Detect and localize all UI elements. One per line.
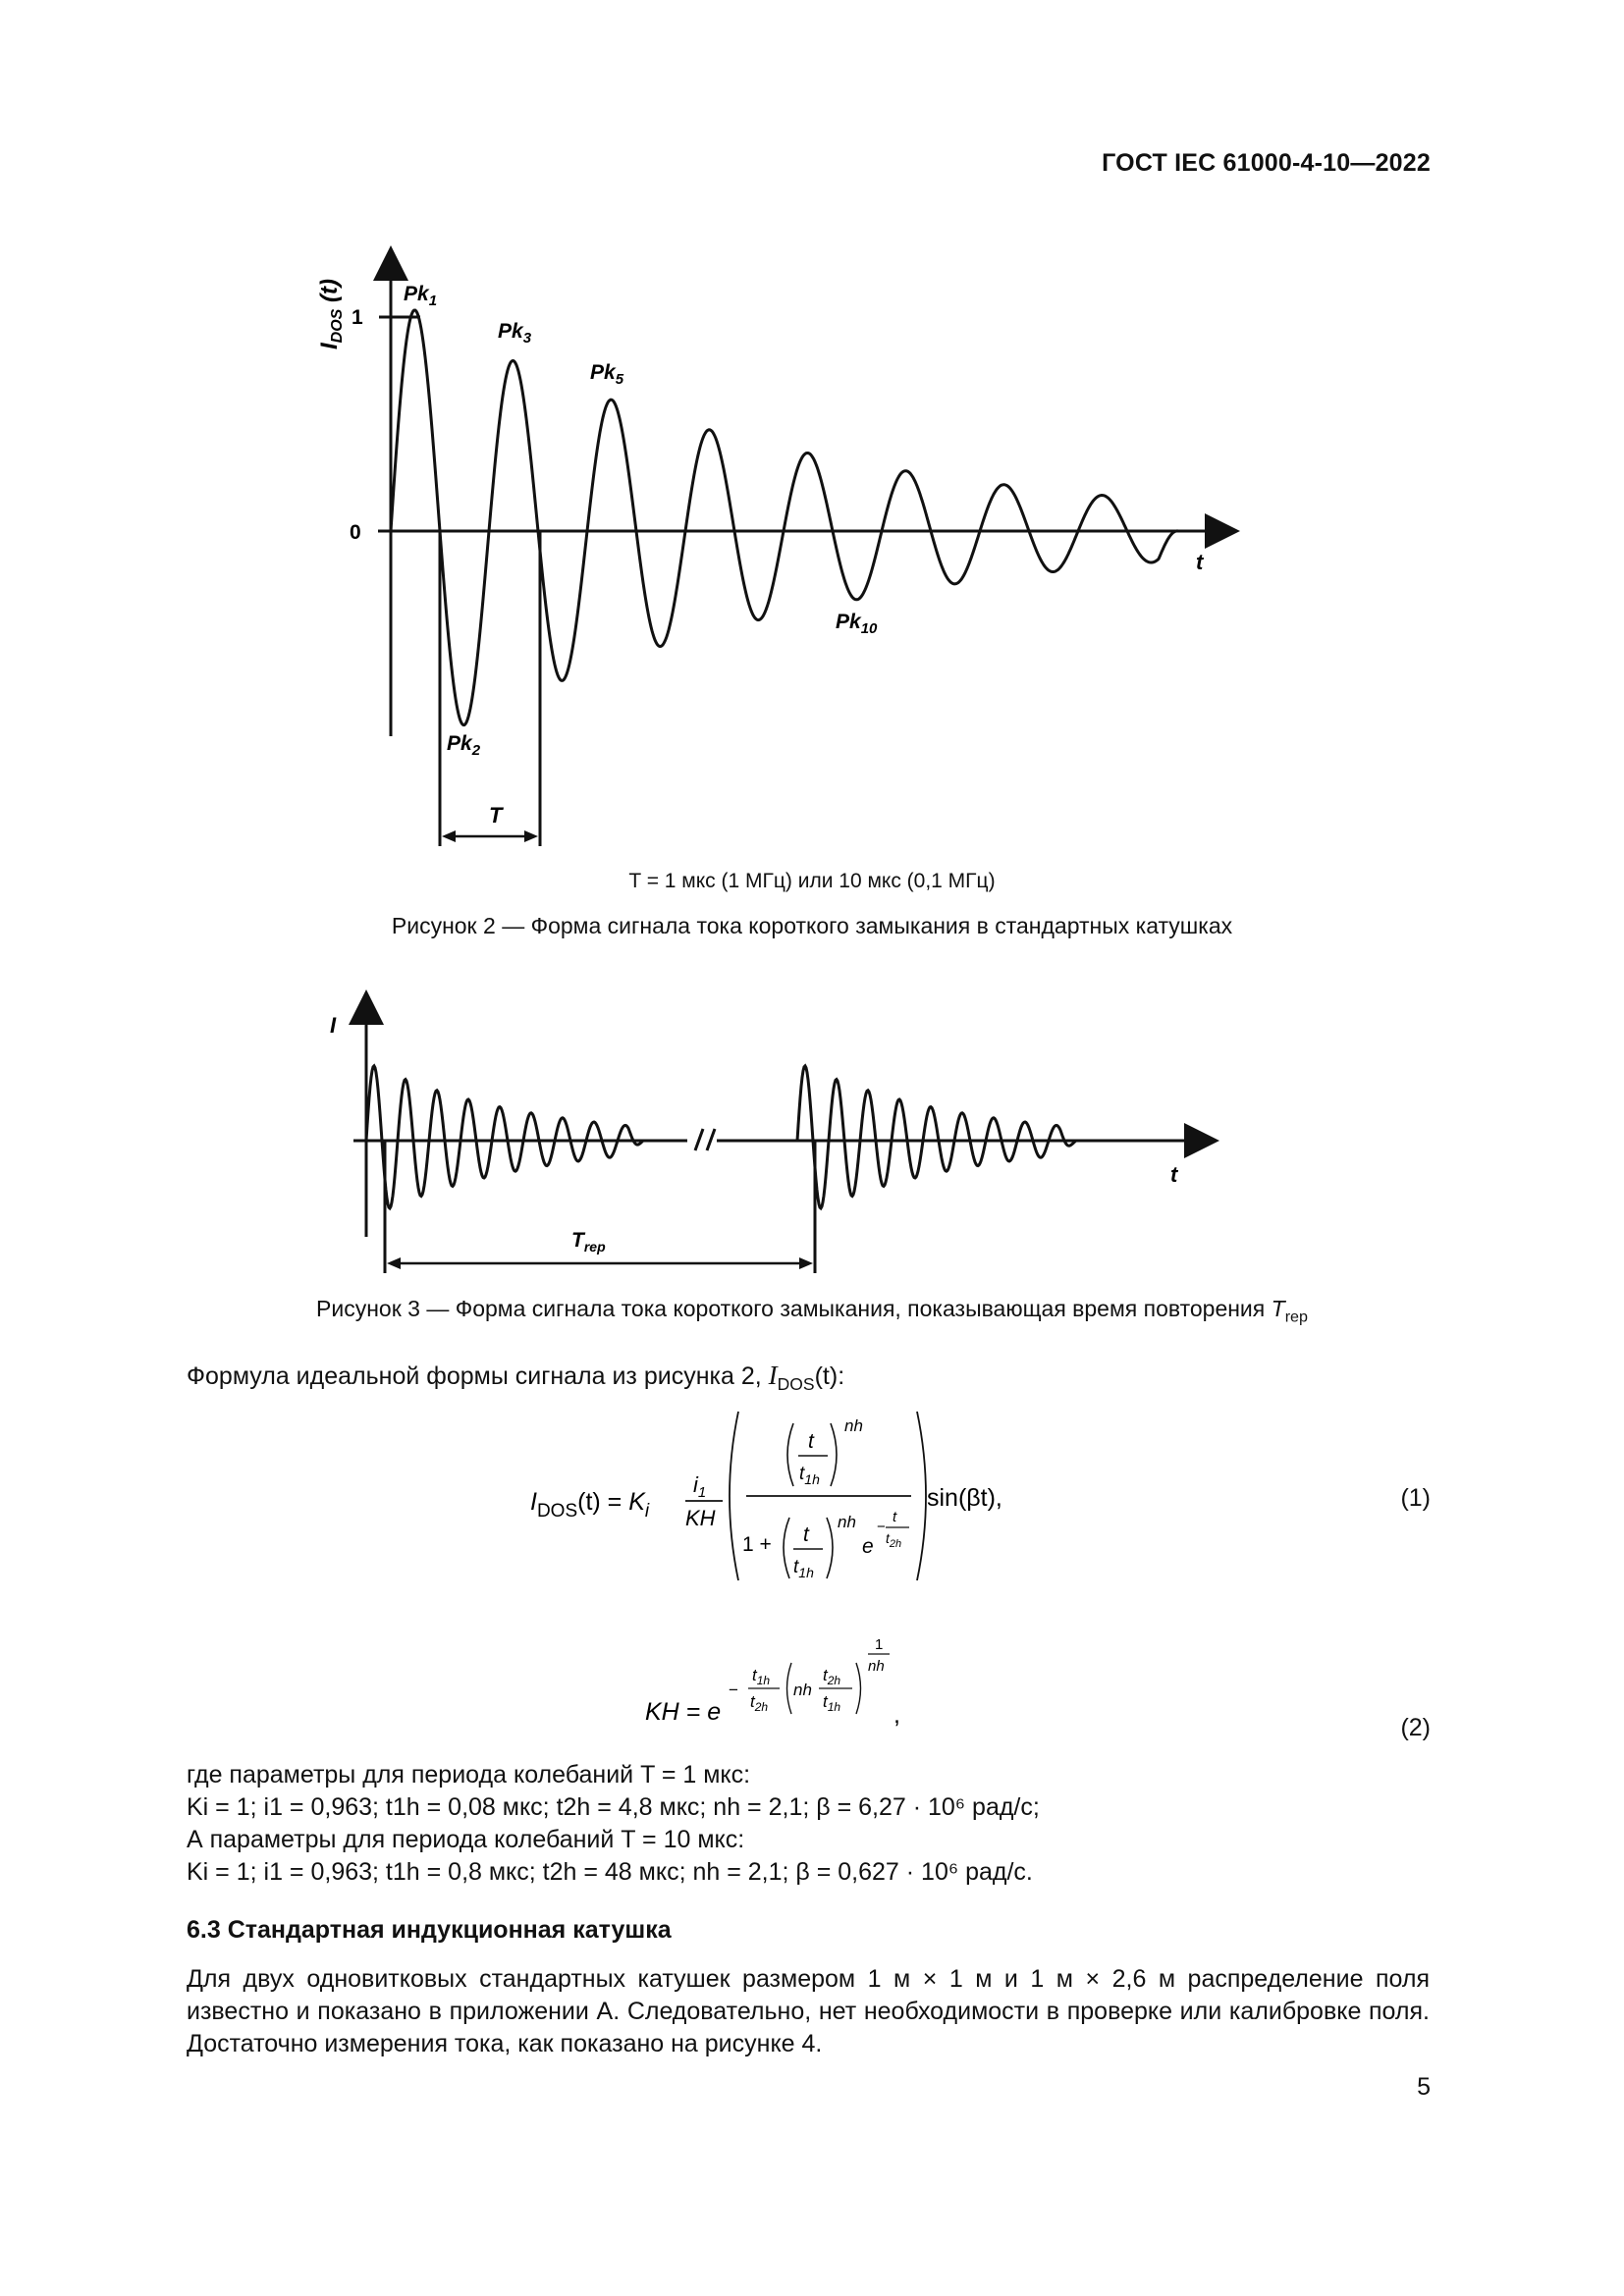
eq2-left-paren — [787, 1663, 792, 1714]
figure-3-caption-sub: rep — [1284, 1308, 1308, 1326]
params-line-4: Ki = 1; i1 = 0,963; t1h = 0,8 мкс; t2h = 48 мкс; nh = 2,1; β = 0,627 · 10⁶ рад/с. — [187, 1858, 1033, 1886]
params-line-2: Ki = 1; i1 = 0,963; t1h = 0,08 мкс; t2h = 4,8 мкс; nh = 2,1; β = 6,27 · 10⁶ рад/с; — [187, 1793, 1040, 1821]
figure-3-caption-symbol: T — [1271, 1296, 1285, 1321]
equation-1-graphic — [0, 1394, 1624, 1590]
equation-2 — [0, 1620, 1624, 1737]
params-line-1: где параметры для периода колебаний T = 1 мкс: — [187, 1761, 751, 1789]
eq1-den-exp: nh — [838, 1513, 856, 1531]
body-paragraph: Для двух одновитковых стандартных катушек размером 1 м × 1 м и 1 м × 2,6 м распределение поля известно и показано в приложении А. Следовательно, нет необходимости в проверке или калибровке поля. Достаточно измерения тока, как показано на рисунке 4. — [187, 1965, 1430, 2057]
eq1-big-right-paren — [917, 1412, 926, 1580]
section-number: 6.3 — [187, 1916, 221, 1944]
figure-2 — [0, 0, 1624, 864]
eq1-den-e-t2h: $t_{2h}$ — [886, 1530, 902, 1550]
trep-arrow-right-head — [799, 1257, 813, 1269]
period-label: T — [489, 803, 503, 828]
trep-arrow-left-head — [387, 1257, 401, 1269]
peak-label-2: $Pk_2$ — [447, 732, 481, 759]
eq1-den-right-paren — [827, 1518, 833, 1578]
equation-2-graphic — [0, 1620, 1624, 1737]
section-title: Стандартная индукционная катушка — [227, 1916, 672, 1944]
eq2-t1h-b: $t_{1h}$ — [823, 1692, 841, 1714]
y-axis-label: I — [330, 1013, 337, 1038]
eq2-comma: , — [893, 1701, 900, 1729]
figure-3 — [0, 982, 1624, 1286]
eq2-lhs: KH = e — [645, 1698, 722, 1726]
eq2-exp-one: 1 — [875, 1636, 884, 1653]
eq1-num-left-paren — [787, 1423, 793, 1486]
axis-break-mark-1 — [695, 1129, 703, 1150]
peak-label-1: $Pk_1$ — [404, 283, 438, 309]
equation-2-number: (2) — [1400, 1714, 1431, 1741]
eq1-den-t1h: $t_{1h}$ — [793, 1557, 814, 1580]
formula-intro-arg: (t): — [814, 1362, 845, 1390]
equation-1-number: (1) — [1400, 1484, 1431, 1512]
figure-3-plot — [0, 982, 1624, 1286]
eq1-den-e-t: t — [893, 1509, 897, 1525]
section-heading — [187, 1916, 672, 1945]
eq2-t2h: $t_{2h}$ — [750, 1692, 769, 1714]
eq2-t2h-b: $t_{2h}$ — [823, 1666, 841, 1687]
eq2-minus: − — [729, 1681, 738, 1699]
eq1-den-t: t — [803, 1523, 809, 1546]
period-arrow-right-head — [524, 830, 538, 842]
figure-3-caption — [0, 1296, 1624, 1327]
eq1-frac-den: KH — [685, 1506, 716, 1530]
eq2-exp-nh: nh — [868, 1658, 885, 1675]
eq1-num-right-paren — [831, 1423, 837, 1486]
eq1-num-exp: nh — [844, 1416, 863, 1435]
eq2-right-paren — [856, 1663, 861, 1714]
eq1-den-one: 1 + — [742, 1533, 772, 1556]
damped-sine-waveform — [391, 310, 1178, 725]
waveform-burst-1 — [366, 1066, 643, 1208]
figure-2-note: T = 1 мкс (1 МГц) или 10 мкс (0,1 МГц) — [628, 870, 996, 892]
formula-intro-text: Формула идеальной формы сигнала из рисунка 2, — [187, 1362, 769, 1390]
eq1-num-t: t — [808, 1430, 814, 1453]
eq2-nh: nh — [793, 1681, 812, 1699]
eq1-big-left-paren — [730, 1412, 738, 1580]
eq1-den-e: e — [862, 1535, 874, 1558]
formula-intro-symbol: I — [768, 1361, 778, 1390]
peak-label-5: $Pk_5$ — [590, 361, 624, 388]
figure-2-plot — [0, 0, 1624, 864]
peak-label-10: $Pk_{10}$ — [836, 611, 878, 637]
tick-label-one: 1 — [352, 306, 363, 329]
page-number: 5 — [1417, 2073, 1431, 2101]
equation-1 — [0, 1394, 1624, 1590]
eq1-den-e-minus: − — [877, 1519, 886, 1535]
document-id-header: ГОСТ IEC 61000-4-10—2022 — [1102, 149, 1431, 177]
figure-2-caption: Рисунок 2 — Форма сигнала тока короткого замыкания в стандартных катушках — [391, 913, 1233, 938]
period-arrow-left-head — [442, 830, 456, 842]
eq1-num-t1h: $t_{1h}$ — [799, 1464, 820, 1487]
y-axis-label: $I_{DOS}$ (t) — [316, 279, 346, 349]
parameters-block — [187, 1759, 1040, 1889]
formula-intro-sub: DOS — [777, 1374, 815, 1394]
eq1-sin: sin(βt), — [927, 1484, 1002, 1512]
figure-3-caption-text: Рисунок 3 — Форма сигнала тока короткого замыкания, показывающая время повторения — [316, 1296, 1272, 1321]
params-line-3: А параметры для периода колебаний T = 10 мкс: — [187, 1826, 745, 1853]
x-axis-label: t — [1170, 1162, 1178, 1187]
eq1-lhs: $I_{DOS}(t) = K_i$ — [530, 1488, 650, 1522]
x-axis-label: t — [1196, 550, 1204, 574]
eq1-den-left-paren — [784, 1518, 789, 1578]
waveform-burst-2 — [797, 1066, 1076, 1208]
axis-break-mark-2 — [707, 1129, 715, 1150]
tick-label-zero: 0 — [350, 521, 361, 544]
trep-label: $T_{rep}$ — [571, 1229, 606, 1255]
eq1-frac-num: $i_1$ — [693, 1472, 707, 1501]
peak-label-3: $Pk_3$ — [498, 320, 532, 347]
eq2-t1h: $t_{1h}$ — [752, 1666, 771, 1687]
